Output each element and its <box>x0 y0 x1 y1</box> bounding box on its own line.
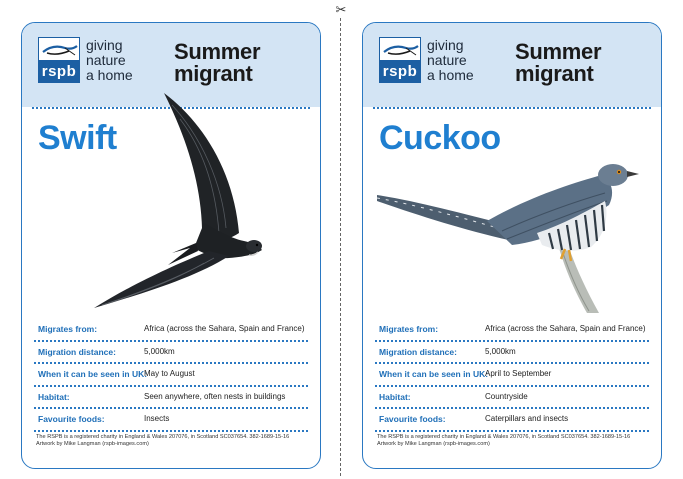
tagline: giving nature a home <box>427 37 474 83</box>
avocet-icon <box>379 37 421 61</box>
card-header <box>363 23 661 107</box>
summer-migrant-title: Summer migrant <box>515 39 602 86</box>
rspb-wordmark: rspb <box>38 61 80 83</box>
fact-habitat: Habitat: Seen anywhere, often nests in buildings <box>34 387 308 410</box>
rspb-logo <box>38 37 80 83</box>
facts-list <box>34 319 308 432</box>
swift-card <box>21 22 321 469</box>
scissors-icon: ✂ <box>335 2 347 17</box>
rspb-wordmark: rspb <box>379 61 421 83</box>
avocet-icon <box>38 37 80 61</box>
rspb-logo <box>379 37 421 83</box>
fact-when-seen: When it can be seen in UK: May to August <box>34 364 308 387</box>
fact-favourite-foods: Favourite foods: Insects <box>34 409 308 432</box>
fact-migrates-from: Migrates from: Africa (across the Sahara, Spain and France) <box>375 319 649 342</box>
fact-migrates-from: Migrates from: Africa (across the Sahara, Spain and France) <box>34 319 308 342</box>
divider <box>373 107 651 109</box>
tagline: giving nature a home <box>86 37 133 83</box>
cuckoo-illustration <box>377 153 657 313</box>
footer-note: The RSPB is a registered charity in England & Wales 207076, in Scotland SC037654. 382-1689-15-16 Artwork by Mike Langman (rspb-images.com) <box>36 434 290 447</box>
fact-migration-distance: Migration distance: 5,000km <box>34 342 308 365</box>
species-name: Cuckoo <box>379 119 501 157</box>
fact-habitat: Habitat: Countryside <box>375 387 649 410</box>
species-name: Swift <box>38 119 117 157</box>
summer-migrant-title: Summer migrant <box>174 39 261 86</box>
facts-list <box>375 319 649 432</box>
fact-favourite-foods: Favourite foods: Caterpillars and insects <box>375 409 649 432</box>
fact-migration-distance: Migration distance: 5,000km <box>375 342 649 365</box>
cut-line <box>340 18 341 476</box>
footer-note: The RSPB is a registered charity in England & Wales 207076, in Scotland SC037654. 382-1689-15-16 Artwork by Mike Langman (rspb-images.com) <box>377 434 631 447</box>
swift-illustration <box>94 93 304 313</box>
fact-when-seen: When it can be seen in UK: April to September <box>375 364 649 387</box>
cuckoo-card <box>362 22 662 469</box>
